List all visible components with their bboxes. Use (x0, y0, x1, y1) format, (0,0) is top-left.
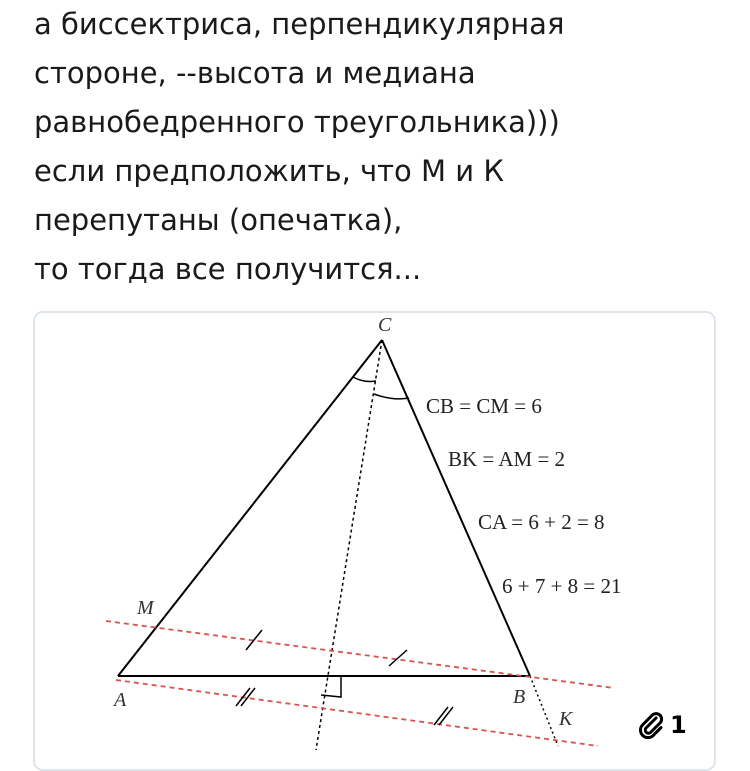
label-point-k: K (559, 708, 573, 730)
equation-bk-am: BK = AM = 2 (448, 447, 566, 471)
answer-text (34, 0, 734, 294)
answer-line: перепутаны (опечатка), (34, 203, 403, 237)
answer-line: а биссектриса, перпендикулярная (34, 7, 565, 41)
angle-arc-right (374, 394, 409, 399)
bisector-line (316, 340, 382, 750)
attachment-count-badge[interactable] (636, 708, 687, 742)
label-point-c: C (378, 314, 392, 336)
attachment-count: 1 (670, 711, 687, 739)
answer-line: то тогда все получится... (34, 252, 422, 286)
side-cb (382, 340, 530, 676)
side-ca (118, 340, 382, 676)
answer-line: стороне, --высота и медиана (34, 56, 476, 90)
label-point-a: A (114, 689, 127, 711)
equation-perimeter: 6 + 7 + 8 = 21 (502, 574, 622, 598)
equation-cb-cm: CB = CM = 6 (426, 394, 542, 418)
parallel-line-a (116, 680, 598, 746)
paperclip-icon (636, 710, 666, 740)
answer-line: равнобедренного треугольника))) (34, 105, 560, 139)
label-point-b: B (513, 686, 526, 708)
angle-arc-left (353, 377, 376, 382)
answer-line: если предположить, что М и К (34, 154, 504, 188)
right-angle-mark (321, 676, 341, 697)
label-point-m: M (137, 597, 154, 619)
triangle-figure (33, 311, 716, 750)
tick-mark (246, 630, 262, 650)
extension-bk (530, 676, 558, 746)
parallel-line-m (106, 621, 614, 688)
attachment-image-card[interactable] (33, 311, 716, 771)
equation-ca: CA = 6 + 2 = 8 (478, 510, 605, 534)
